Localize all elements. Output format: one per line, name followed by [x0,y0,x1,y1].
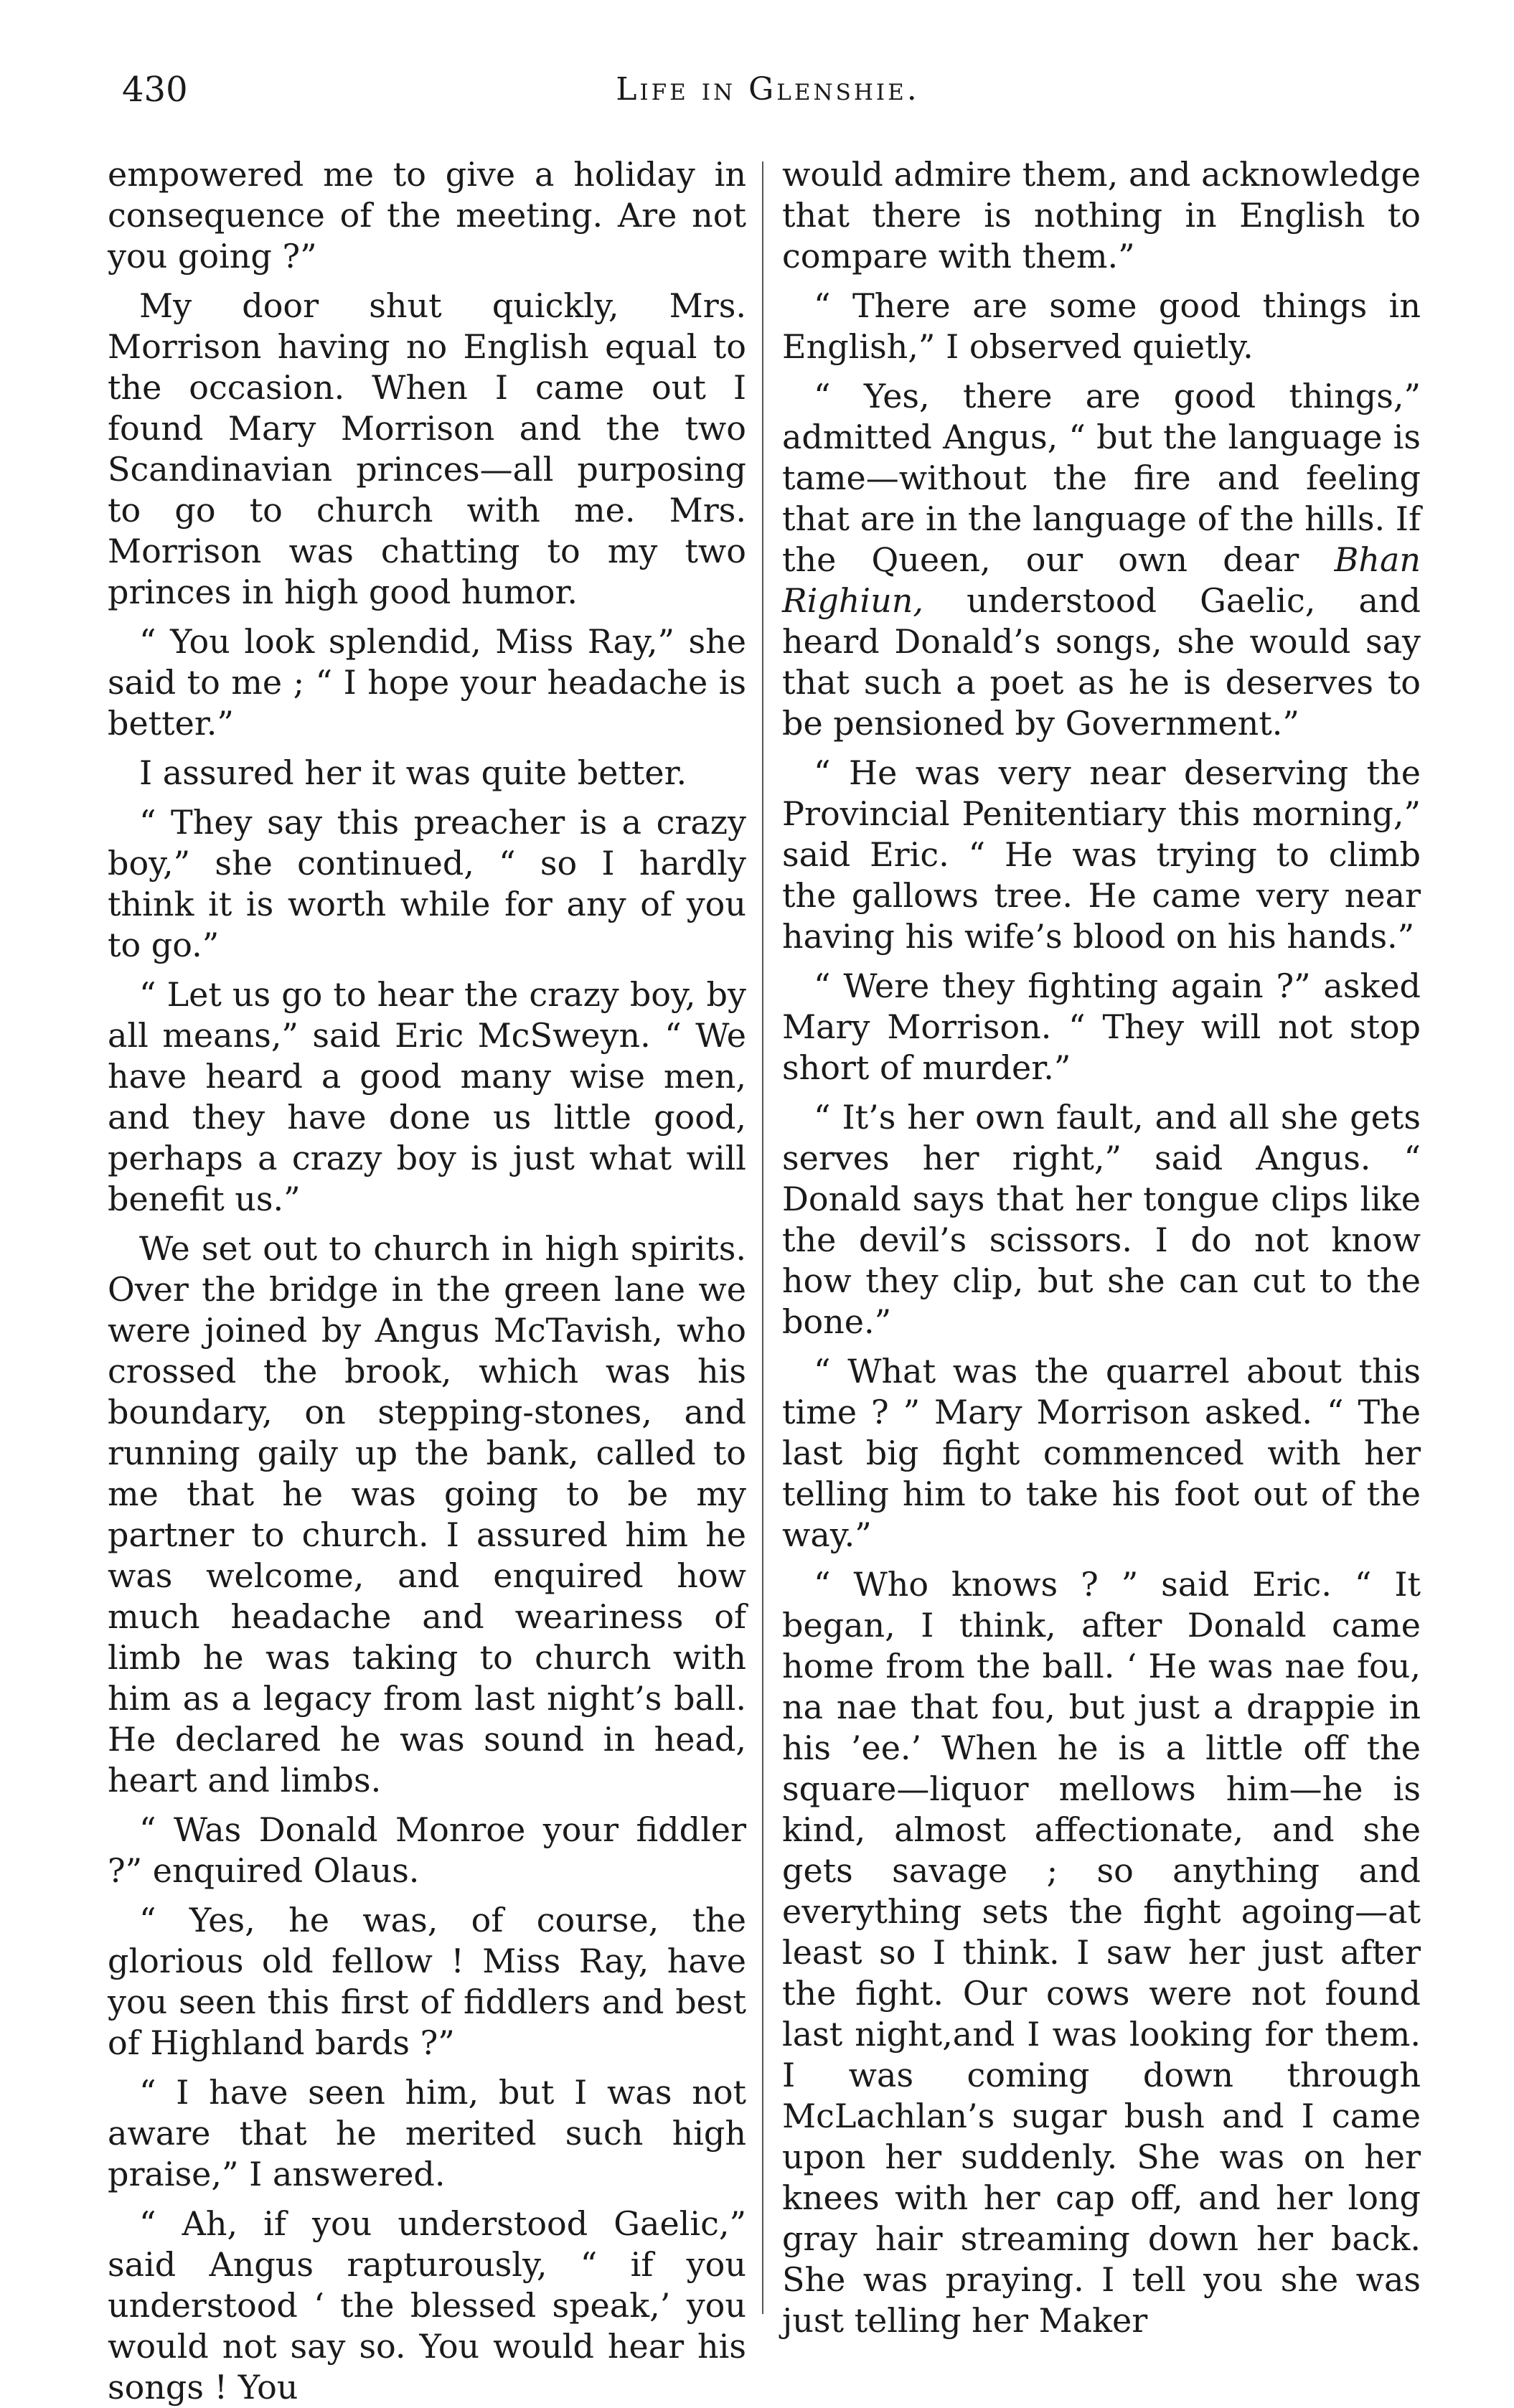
paragraph: “ Who knows ? ” said Eric. “ It began, I think, after Donald came home from the ball. ‘ He was nae fou, na nae that fou, but just a drappie in his ’ee.’ When he is a little off the square—liquor mellows him—he is kind, almost affectionate, and she gets savage ; so anything and everything sets the fight agoing—at least so I think. I saw her just after the fight. Our cows were not found last night,and I was looking for them. I was coming down through McLachlan’s sugar bush and I came upon her suddenly. She was on her knees with her cap off, and her long gray hair streaming down her back. She was praying. I tell you she was just telling her Maker [782,1565,1421,2340]
paragraph: “ He was very near deserving the Provincial Penitentiary this morning,” said Eric. “ He was trying to climb the gallows tree. He came very near having his wife’s blood on his hands.” [782,753,1421,956]
paragraph-text: understood Gaelic, and heard Donald’s songs, she would say that such a poet as he is deserves to be pensioned by Government.” [782,581,1421,743]
page-header [122,68,1414,126]
paragraph [782,376,1421,744]
paragraph: “ You look splendid, Miss Ray,” she said to me ; “ I hope your headache is better.” [108,622,746,743]
paragraph: “ Was Donald Monroe your fiddler ?” enquired Olaus. [108,1810,746,1890]
paragraph: “ They say this preacher is a crazy boy,” she continued, “ so I hardly think it is worth while for any of you to go.” [108,803,746,964]
paragraph: “ Yes, he was, of course, the glorious old fellow ! Miss Ray, have you seen this first of fiddlers and best of Highland bards ?” [108,1901,746,2062]
paragraph: “ What was the quarrel about this time ? ” Mary Morrison asked. “ The last big fight commenced with her telling him to take his foot out of the way.” [782,1352,1421,1554]
paragraph: My door shut quickly, Mrs. Morrison having no English equal to the occasion. When I came out I found Mary Morrison and the two Scandinavian princes—all purposing to go to church with me. Mrs. Morrison was chatting to my two princes in high good humor. [108,286,746,611]
paragraph: We set out to church in high spirits. Over the bridge in the green lane we were joined by Angus McTavish, who crossed the brook, which was his boundary, on stepping-stones, and running gaily up the bank, called to me that he was going to be my partner to church. I assured him he was welcome, and enquired how much headache and weariness of limb he was taking to church with him as a legacy from last night’s ball. He declared he was sound in head, heart and limbs. [108,1229,746,1800]
right-column [782,154,1421,2340]
paragraph: “ There are some good things in English,” I observed quietly. [782,286,1421,366]
paragraph: “ Ah, if you understood Gaelic,” said Angus rapturously, “ if you understood ‘ the blessed speak,’ you would not say so. You would hear his songs ! You [108,2204,746,2407]
paragraph: “ It’s her own fault, and all she gets serves her right,” said Angus. “ Donald says that her tongue clips like the devil’s scissors. I do not know how they clip, but she can cut to the bone.” [782,1098,1421,1341]
paragraph: would admire them, and acknowledge that there is nothing in English to compare with them.” [782,155,1421,276]
left-column [108,154,746,2407]
paragraph: “ Let us go to hear the crazy boy, by all means,” said Eric McSweyn. “ We have heard a good many wise men, and they have done us little good, perhaps a crazy boy is just what will benefit us.” [108,975,746,1218]
paragraph: “ Were they fighting again ?” asked Mary Morrison. “ They will not stop short of murder.” [782,967,1421,1087]
italic-phrase: Bhan Righiun, [782,540,1421,620]
text-columns [108,154,1421,2407]
paragraph: empowered me to give a holiday in consequence of the meeting. Are not you going ?” [108,155,746,276]
paragraph: “ I have seen him, but I was not aware that he merited such high praise,” I answered. [108,2073,746,2193]
paragraph: I assured her it was quite better. [139,753,687,792]
column-divider [762,161,763,2314]
running-title: Life in Glenshie. [616,71,920,108]
page-number: 430 [122,70,188,110]
paragraph-text: “ Yes, there are good things,” admitted Angus, “ but the language is tame—without the fire and feeling that are in the language of the hills. If the Queen, our own dear [782,377,1421,579]
